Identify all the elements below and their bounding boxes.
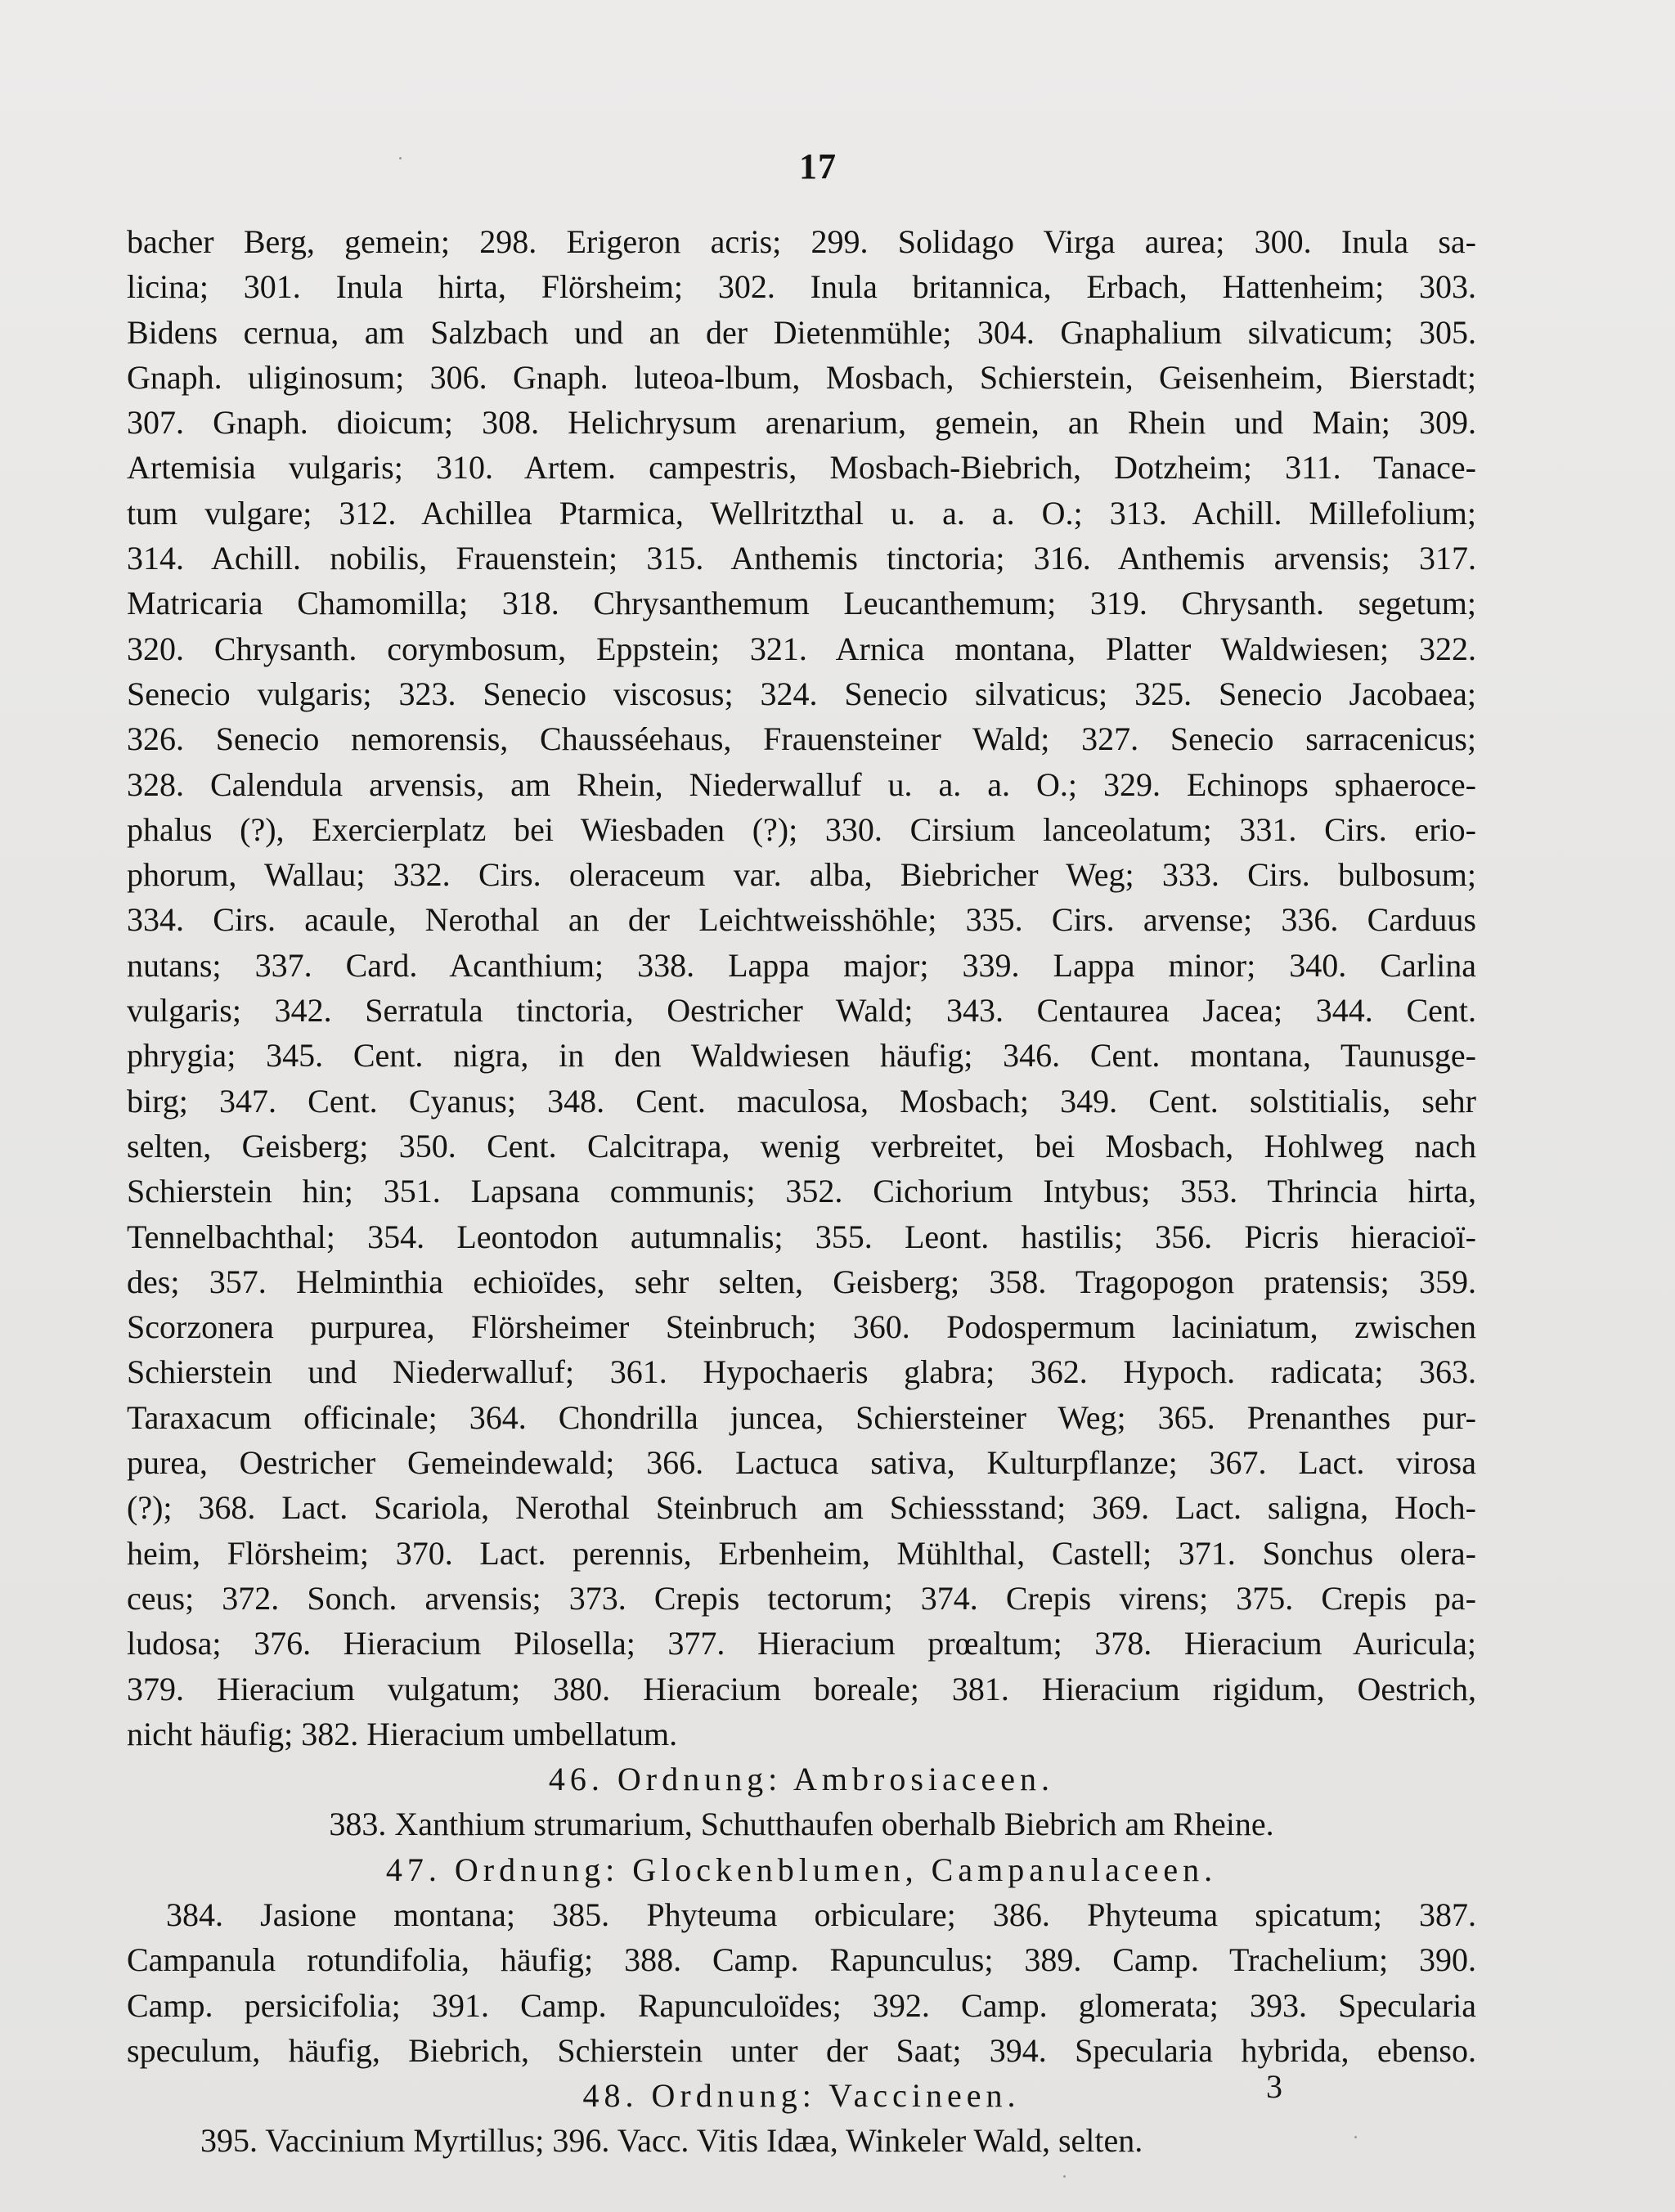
text-line: 314. Achill. nobilis, Frauenstein; 315. Anthemis tinctoria; 316. Anthemis arvensis; 317.	[127, 540, 1476, 577]
body-text	[127, 219, 1476, 2164]
text-line: phorum, Wallau; 332. Cirs. oleraceum var. alba, Biebricher Weg; 333. Cirs. bulbosum;	[127, 856, 1476, 894]
text-line: heim, Flörsheim; 370. Lact. perennis, Erbenheim, Mühlthal, Castell; 371. Sonchus olera-	[127, 1534, 1476, 1572]
text-line: 384. Jasione montana; 385. Phyteuma orbiculare; 386. Phyteuma spicatum; 387.	[166, 1896, 1476, 1933]
text-line: Bidens cernua, am Salzbach und an der Dietenmühle; 304. Gnaphalium silvaticum; 305.	[127, 313, 1476, 351]
section-heading-48: 48. Ordnung: Vaccineen.	[582, 2077, 1021, 2115]
text-line: ludosa; 376. Hieracium Pilosella; 377. Hieracium prœaltum; 378. Hieracium Auricula;	[127, 1625, 1476, 1662]
text-line: vulgaris; 342. Serratula tinctoria, Oestricher Wald; 343. Centaurea Jacea; 344. Cent.	[127, 992, 1476, 1030]
text-line: Senecio vulgaris; 323. Senecio viscosus; 324. Senecio silvaticus; 325. Senecio Jacobaea;	[127, 675, 1476, 712]
signature-mark: 3	[1266, 2068, 1282, 2105]
text-line: Scorzonera purpurea, Flörsheimer Steinbruch; 360. Podospermum laciniatum, zwischen	[127, 1308, 1476, 1346]
text-line: Campanula rotundifolia, häufig; 388. Camp. Rapunculus; 389. Camp. Trachelium; 390.	[127, 1941, 1476, 1979]
text-line: nutans; 337. Card. Acanthium; 338. Lappa major; 339. Lappa minor; 340. Carlina	[127, 946, 1476, 984]
scan-speck	[399, 157, 402, 159]
page-number: 17	[799, 146, 837, 186]
text-line: 307. Gnaph. dioicum; 308. Helichrysum arenarium, gemein, an Rhein und Main; 309.	[127, 404, 1476, 442]
text-line: Gnaph. uliginosum; 306. Gnaph. luteoa-lbum, Mosbach, Schierstein, Geisenheim, Bierstadt;	[127, 358, 1476, 396]
text-line: speculum, häufig, Biebrich, Schierstein unter der Saat; 394. Specularia hybrida, ebenso.	[127, 2031, 1476, 2069]
text-line: Schierstein und Niederwalluf; 361. Hypochaeris glabra; 362. Hypoch. radicata; 363.	[127, 1353, 1476, 1391]
text-line: Schierstein hin; 351. Lapsana communis; 352. Cichorium Intybus; 353. Thrincia hirta,	[127, 1173, 1476, 1210]
text-line: Artemisia vulgaris; 310. Artem. campestris, Mosbach-Biebrich, Dotzheim; 311. Tanace-	[127, 449, 1476, 487]
text-line: selten, Geisberg; 350. Cent. Calcitrapa, wenig verbreitet, bei Mosbach, Hohlweg nach	[127, 1127, 1476, 1164]
text-line: 328. Calendula arvensis, am Rhein, Niederwalluf u. a. a. O.; 329. Echinops sphaeroce-	[127, 765, 1476, 803]
text-line: (?); 368. Lact. Scariola, Nerothal Steinbruch am Schiessstand; 369. Lact. saligna, Hoch-	[127, 1489, 1476, 1527]
text-line: 334. Cirs. acaule, Nerothal an der Leichtweisshöhle; 335. Cirs. arvense; 336. Carduus	[127, 901, 1476, 939]
text-line: Tennelbachthal; 354. Leontodon autumnalis; 355. Leont. hastilis; 356. Picris hieracioï-	[127, 1218, 1476, 1255]
text-line: birg; 347. Cent. Cyanus; 348. Cent. maculosa, Mosbach; 349. Cent. solstitialis, sehr	[127, 1082, 1476, 1119]
text-line: 320. Chrysanth. corymbosum, Eppstein; 321. Arnica montana, Platter Waldwiesen; 322.	[127, 630, 1476, 667]
text-line: ceus; 372. Sonch. arvensis; 373. Crepis tectorum; 374. Crepis virens; 375. Crepis pa-	[127, 1579, 1476, 1617]
text-line: phrygia; 345. Cent. nigra, in den Waldwiesen häufig; 346. Cent. montana, Taunusge-	[127, 1037, 1476, 1075]
text-line: des; 357. Helminthia echioïdes, sehr selten, Geisberg; 358. Tragopogon pratensis; 359.	[127, 1263, 1476, 1300]
text-line: bacher Berg, gemein; 298. Erigeron acris; 299. Solidago Virga aurea; 300. Inula sa-	[127, 223, 1476, 260]
text-line: Matricaria Chamomilla; 318. Chrysanthemum Leucanthemum; 319. Chrysanth. segetum;	[127, 585, 1476, 622]
text-line: licina; 301. Inula hirta, Flörsheim; 302. Inula britannica, Erbach, Hattenheim; 303.	[127, 268, 1476, 306]
scan-speck	[1354, 2136, 1357, 2138]
text-line: Taraxacum officinale; 364. Chondrilla juncea, Schiersteiner Weg; 365. Prenanthes pur-	[127, 1398, 1476, 1436]
text-line: 395. Vaccinium Myrtillus; 396. Vacc. Vitis Idæa, Winkeler Wald, selten.	[200, 2122, 1143, 2160]
section-heading-46: 46. Ordnung: Ambrosiaceen.	[548, 1761, 1055, 1798]
text-line: nicht häufig; 382. Hieracium umbellatum.	[127, 1715, 678, 1752]
text-line: 379. Hieracium vulgatum; 380. Hieracium boreale; 381. Hieracium rigidum, Oestrich,	[127, 1670, 1476, 1707]
text-line: 383. Xanthium strumarium, Schutthaufen oberhalb Biebrich am Rheine.	[329, 1806, 1274, 1843]
text-line: phalus (?), Exercierplatz bei Wiesbaden (?); 330. Cirsium lanceolatum; 331. Cirs. erio-	[127, 810, 1476, 848]
text-line: 326. Senecio nemorensis, Chausséehaus, Frauensteiner Wald; 327. Senecio sarracenicus;	[127, 720, 1476, 758]
section-heading-47: 47. Ordnung: Glockenblumen, Campanulaceen.	[385, 1851, 1218, 1888]
scan-speck	[1063, 2175, 1066, 2178]
text-line: tum vulgare; 312. Achillea Ptarmica, Wellritzthal u. a. a. O.; 313. Achill. Millefolium;	[127, 494, 1476, 532]
text-line: Camp. persicifolia; 391. Camp. Rapunculoïdes; 392. Camp. glomerata; 393. Specularia	[127, 1986, 1476, 2024]
text-line: purea, Oestricher Gemeindewald; 366. Lactuca sativa, Kulturpflanze; 367. Lact. virosa	[127, 1444, 1476, 1482]
